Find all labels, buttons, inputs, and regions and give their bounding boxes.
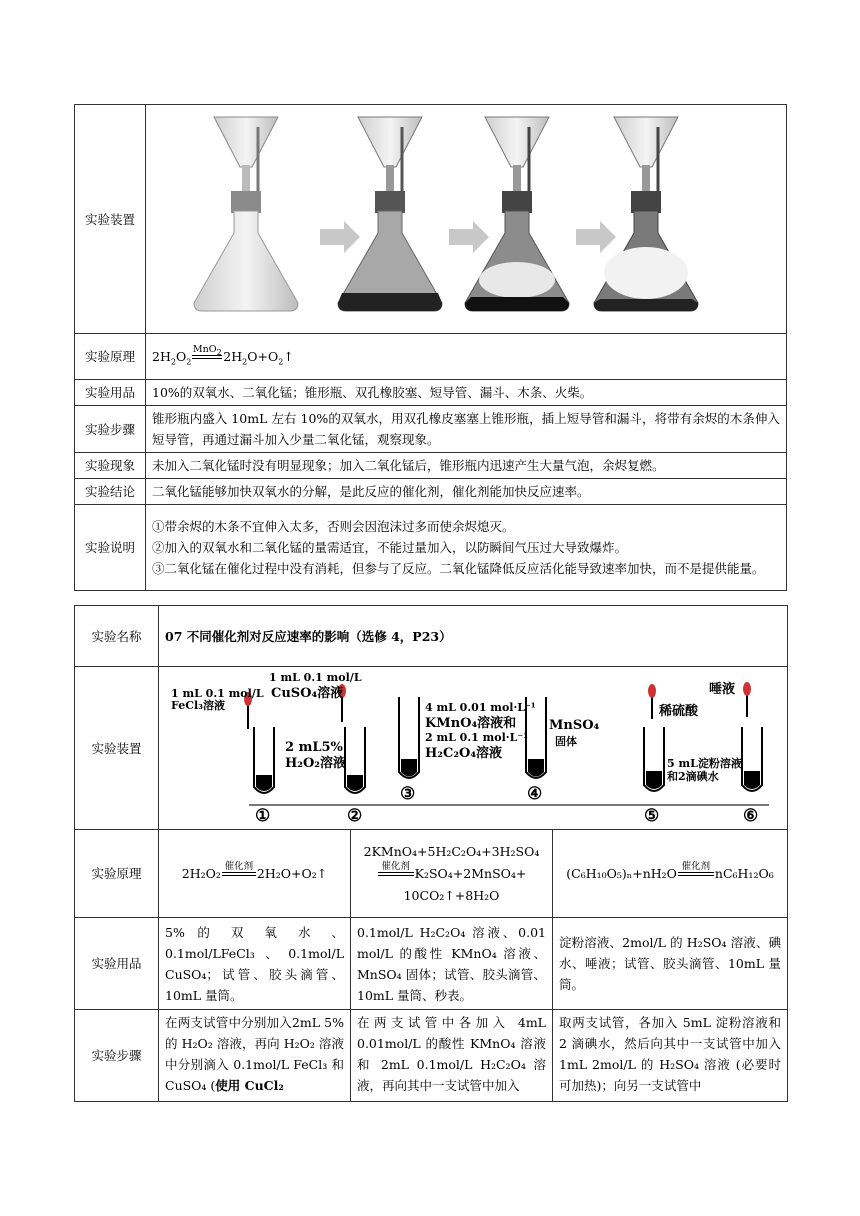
experiment-table-07 bbox=[74, 605, 788, 1102]
row-conclusion bbox=[75, 479, 787, 505]
catalyst-text: 催化剂 bbox=[381, 860, 410, 872]
materials-1: 5% 的 双 氧 水 、0.1mol/LFeCl₃、0.1mol/L CuSO₄；试管、胶头滴管、10mL 量筒。 bbox=[159, 918, 351, 1010]
eq-line: 10CO₂↑+8H₂O bbox=[403, 887, 500, 903]
label-starch: 5 mL淀粉溶液 bbox=[667, 757, 742, 770]
eq-sub: 2 bbox=[170, 357, 176, 367]
label-cuso4-vol: 1 mL 0.1 mol/L bbox=[269, 671, 362, 684]
experiment-table-06 bbox=[74, 104, 787, 591]
eq-sub: 2 bbox=[186, 357, 192, 367]
label-name: 实验名称 bbox=[75, 606, 159, 667]
materials-text: 10%的双氧水、二氧化锰；锥形瓶、双孔橡胶塞、短导管、漏斗、木条、火柴。 bbox=[146, 380, 787, 406]
row-principle bbox=[75, 830, 788, 918]
flask-2-image bbox=[338, 117, 442, 311]
row-name bbox=[75, 606, 788, 667]
catalyst-condition bbox=[677, 861, 715, 876]
tube-number: ④ bbox=[527, 784, 543, 804]
eq-text: 2H₂O₂ bbox=[181, 866, 221, 881]
row-materials bbox=[75, 918, 788, 1010]
row-steps bbox=[75, 1010, 788, 1102]
label-steps: 实验步骤 bbox=[75, 406, 146, 453]
eq-text: nC₆H₁₂O₆ bbox=[714, 866, 774, 881]
label-fecl3-vol: 1 mL 0.1 mol/L bbox=[171, 687, 264, 700]
label-materials: 实验用品 bbox=[75, 918, 159, 1010]
eq-text: 2H bbox=[223, 349, 243, 364]
label-fecl3: FeCl₃溶液 bbox=[171, 699, 225, 712]
flask-sequence-figure bbox=[146, 105, 772, 327]
conclusion-text: 二氧化锰能够加快双氧水的分解，是此反应的催化剂，催化剂能加快反应速率。 bbox=[146, 479, 787, 505]
steps-text: 锥形瓶内盛入 10mL 左右 10%的双氧水，用双孔橡皮塞塞上锥形瓶，插上短导管和漏斗，将带有余烬的木条伸入短导管，再通过漏斗加入少量二氧化锰，观察现象。 bbox=[146, 406, 787, 453]
row-materials bbox=[75, 380, 787, 406]
tube-number: ⑥ bbox=[743, 806, 759, 823]
flask-1-image bbox=[194, 117, 298, 311]
tube-number: ② bbox=[347, 806, 363, 823]
flask-4-image bbox=[594, 117, 698, 311]
label-h2c2o4: H₂C₂O₄溶液 bbox=[425, 746, 503, 761]
note-item: ②加入的双氧水和二氧化锰的量需适宜，不能过量加入，以防瞬间气压过大导致爆炸。 bbox=[152, 540, 628, 555]
label-principle: 实验原理 bbox=[75, 830, 159, 918]
row-phenomenon bbox=[75, 453, 787, 479]
row-principle bbox=[75, 334, 787, 380]
note-item: ③二氧化锰在催化过程中没有消耗，但参与了反应。二氧化锰降低反应活化能导致速率加快，而不是提供能量。 bbox=[152, 561, 765, 576]
steps-1 bbox=[159, 1010, 351, 1102]
principle-equation bbox=[146, 334, 787, 380]
label-materials: 实验用品 bbox=[75, 380, 146, 406]
tube-number: ① bbox=[255, 806, 271, 823]
row-steps bbox=[75, 406, 787, 453]
label-phenomenon: 实验现象 bbox=[75, 453, 146, 479]
label-kmno4: KMnO₄溶液和 bbox=[425, 716, 517, 731]
eq-sub: 2 bbox=[278, 357, 284, 367]
notes-list bbox=[146, 505, 787, 591]
label-saliva: 唾液 bbox=[709, 682, 736, 697]
apparatus-diagram bbox=[159, 667, 788, 830]
eq-text: O bbox=[175, 349, 187, 364]
principle-3 bbox=[553, 830, 788, 918]
label-iodine: 和2滴碘水 bbox=[667, 770, 719, 783]
steps-2: 在两支试管中各加入 4mL 0.01mol/L 的酸性 KMnO₄ 溶液和 2mL 0.1mol/L H₂C₂O₄ 溶液，再向其中一支试管中加入 bbox=[351, 1010, 553, 1102]
catalyst-text: 催化剂 bbox=[681, 861, 711, 872]
eq-line: 2KMnO₄+5H₂C₂O₄+3H₂SO₄ bbox=[363, 843, 540, 859]
test-tube-figure bbox=[159, 667, 786, 823]
label-mnso4: MnSO₄ bbox=[549, 718, 600, 733]
eq-text: 2H₂O+O₂↑ bbox=[256, 866, 328, 881]
label-apparatus: 实验装置 bbox=[75, 667, 159, 830]
label-h2o2-vol: 2 mL5% bbox=[285, 740, 343, 755]
label-dilute-acid: 稀硫酸 bbox=[659, 704, 699, 719]
eq-text: O+O bbox=[247, 349, 279, 364]
principle-1 bbox=[159, 830, 351, 918]
materials-2: 0.1mol/L H₂C₂O₄ 溶液、0.01 mol/L 的酸性 KMnO₄ 溶液、MnSO₄ 固体；试管、胶头滴管、10mL 量筒、秒表。 bbox=[351, 918, 553, 1010]
flask-3-image bbox=[465, 117, 569, 311]
phenomenon-text: 未加入二氧化锰时没有明显现象；加入二氧化锰后，锥形瓶内迅速产生大量气泡，余烬复燃。 bbox=[146, 453, 787, 479]
tube-number: ⑤ bbox=[644, 806, 660, 823]
apparatus-photo bbox=[146, 105, 787, 334]
principle-2 bbox=[351, 830, 553, 918]
catalyst-condition bbox=[377, 861, 415, 876]
label-cuso4: CuSO₄溶液 bbox=[271, 686, 344, 701]
catalyst-condition bbox=[221, 861, 257, 876]
eq-text: 2H bbox=[152, 349, 171, 364]
label-solid: 固体 bbox=[555, 735, 577, 748]
label-h2o2: H₂O₂溶液 bbox=[285, 756, 346, 771]
eq-arrow: ↑ bbox=[283, 349, 294, 364]
label-principle: 实验原理 bbox=[75, 334, 146, 380]
experiment-name: 07 不同催化剂对反应速率的影响（选修 4，P23） bbox=[159, 606, 788, 667]
catalyst-text: MnO bbox=[192, 344, 217, 355]
catalyst-condition bbox=[191, 344, 223, 359]
label-kmno4-vol: 4 mL 0.01 mol·L⁻¹ bbox=[425, 701, 536, 714]
row-notes bbox=[75, 505, 787, 591]
label-steps: 实验步骤 bbox=[75, 1010, 159, 1102]
label-notes: 实验说明 bbox=[75, 505, 146, 591]
tube-number: ③ bbox=[400, 784, 416, 804]
row-apparatus bbox=[75, 667, 788, 830]
eq-text: (C₆H₁₀O₅)ₙ+nH₂O bbox=[566, 866, 677, 881]
catalyst-sub: 2 bbox=[216, 347, 222, 357]
label-h2c2o4-vol: 2 mL 0.1 mol·L⁻¹ bbox=[425, 731, 528, 744]
steps-3: 取两支试管，各加入 5mL 淀粉溶液和 2 滴碘水，然后向其中一支试管中加入 1mL 2mol/L 的 H₂SO₄ 溶液 (必要时可加热)；向另一支试管中 bbox=[553, 1010, 788, 1102]
steps-text: 在两支试管中分别加入2mL 5%的 H₂O₂ 溶液，再向 H₂O₂ 溶液中分别滴入 0.1mol/L FeCl₃ 和 CuSO₄ ( bbox=[165, 1015, 344, 1093]
note-item: ①带余烬的木条不宜伸入太多，否则会因泡沫过多而使余烬熄灭。 bbox=[152, 519, 515, 534]
row-apparatus bbox=[75, 105, 787, 334]
label-conclusion: 实验结论 bbox=[75, 479, 146, 505]
label-apparatus: 实验装置 bbox=[75, 105, 146, 334]
eq-line: K₂SO₄+2MnSO₄+ bbox=[414, 865, 527, 881]
steps-bold-text: 使用 CuCl₂ bbox=[215, 1078, 284, 1093]
eq-sub: 2 bbox=[242, 357, 248, 367]
materials-3: 淀粉溶液、2mol/L 的 H₂SO₄ 溶液、碘水、唾液；试管、胶头滴管、10mL 量筒。 bbox=[553, 918, 788, 1010]
arrow-icon bbox=[320, 221, 616, 253]
catalyst-text: 催化剂 bbox=[224, 861, 254, 872]
